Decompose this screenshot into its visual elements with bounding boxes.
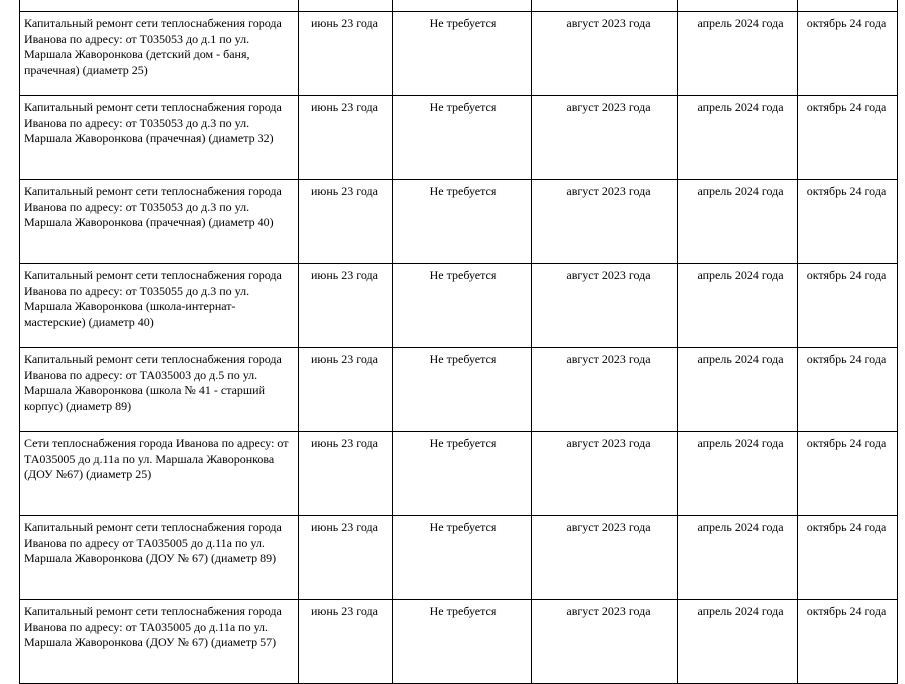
table-row <box>20 96 898 180</box>
object-description-cell: Капитальный ремонт сети теплоснабжения города Иванова по адресу: от ТА035003 до д.5 по ул. Маршала Жаворонкова (школа № 41 - старший корпус) (диаметр 89) <box>20 348 299 432</box>
object-description-cell: Капитальный ремонт сети теплоснабжения города Иванова по адресу: от Т035055 до д.3 по ул. Маршала Жаворонкова (школа-интернат-мастерские) (диаметр 40) <box>20 264 299 348</box>
start-date-cell: август 2023 года <box>532 348 678 432</box>
end-date-cell: апрель 2024 года <box>678 12 798 96</box>
commission-date-cell: октябрь 24 года <box>798 432 898 516</box>
design-date-cell: июнь 23 года <box>299 12 393 96</box>
table-cell <box>798 0 898 12</box>
end-date-cell: апрель 2024 года <box>678 96 798 180</box>
end-date-cell: апрель 2024 года <box>678 516 798 600</box>
commission-date-cell: октябрь 24 года <box>798 180 898 264</box>
expertise-cell: Не требуется <box>393 600 532 684</box>
expertise-cell: Не требуется <box>393 264 532 348</box>
table-cell <box>20 0 299 12</box>
end-date-cell: апрель 2024 года <box>678 264 798 348</box>
design-date-cell: июнь 23 года <box>299 348 393 432</box>
table-row <box>20 348 898 432</box>
expertise-cell: Не требуется <box>393 12 532 96</box>
object-description-cell: Капитальный ремонт сети теплоснабжения города Иванова по адресу: от Т035053 до д.1 по ул. Маршала Жаворонкова (детский дом - баня, прачечная) (диаметр 25) <box>20 12 299 96</box>
start-date-cell: август 2023 года <box>532 180 678 264</box>
schedule-table <box>19 0 898 684</box>
start-date-cell: август 2023 года <box>532 264 678 348</box>
object-description-cell: Капитальный ремонт сети теплоснабжения города Иванова по адресу: от Т035053 до д.3 по ул. Маршала Жаворонкова (прачечная) (диаметр 40) <box>20 180 299 264</box>
start-date-cell: август 2023 года <box>532 12 678 96</box>
commission-date-cell: октябрь 24 года <box>798 264 898 348</box>
table-row <box>20 432 898 516</box>
object-description-cell: Капитальный ремонт сети теплоснабжения города Иванова по адресу: от ТА035005 до д.11а по ул. Маршала Жаворонкова (ДОУ № 67) (диаметр 57) <box>20 600 299 684</box>
expertise-cell: Не требуется <box>393 516 532 600</box>
commission-date-cell: октябрь 24 года <box>798 516 898 600</box>
design-date-cell: июнь 23 года <box>299 432 393 516</box>
end-date-cell: апрель 2024 года <box>678 348 798 432</box>
design-date-cell: июнь 23 года <box>299 600 393 684</box>
expertise-cell: Не требуется <box>393 180 532 264</box>
table-row <box>20 12 898 96</box>
design-date-cell: июнь 23 года <box>299 516 393 600</box>
table-cell <box>393 0 532 12</box>
end-date-cell: апрель 2024 года <box>678 600 798 684</box>
start-date-cell: август 2023 года <box>532 600 678 684</box>
commission-date-cell: октябрь 24 года <box>798 348 898 432</box>
table-row <box>20 180 898 264</box>
object-description-cell: Капитальный ремонт сети теплоснабжения города Иванова по адресу: от Т035053 до д.3 по ул. Маршала Жаворонкова (прачечная) (диаметр 32) <box>20 96 299 180</box>
table-row <box>20 264 898 348</box>
commission-date-cell: октябрь 24 года <box>798 96 898 180</box>
expertise-cell: Не требуется <box>393 432 532 516</box>
design-date-cell: июнь 23 года <box>299 264 393 348</box>
design-date-cell: июнь 23 года <box>299 180 393 264</box>
start-date-cell: август 2023 года <box>532 432 678 516</box>
schedule-table-body <box>20 0 898 684</box>
expertise-cell: Не требуется <box>393 348 532 432</box>
table-cell <box>678 0 798 12</box>
design-date-cell: июнь 23 года <box>299 96 393 180</box>
commission-date-cell: октябрь 24 года <box>798 600 898 684</box>
object-description-cell: Капитальный ремонт сети теплоснабжения города Иванова по адресу от ТА035005 до д.11а по ул. Маршала Жаворонкова (ДОУ № 67) (диаметр 89) <box>20 516 299 600</box>
start-date-cell: август 2023 года <box>532 516 678 600</box>
object-description-cell: Сети теплоснабжения города Иванова по адресу: от ТА035005 до д.11а по ул. Маршала Жаворонкова (ДОУ №67) (диаметр 25) <box>20 432 299 516</box>
table-row <box>20 600 898 684</box>
table-cell <box>532 0 678 12</box>
table-row-continuation <box>20 0 898 12</box>
commission-date-cell: октябрь 24 года <box>798 12 898 96</box>
start-date-cell: август 2023 года <box>532 96 678 180</box>
expertise-cell: Не требуется <box>393 96 532 180</box>
table-row <box>20 516 898 600</box>
end-date-cell: апрель 2024 года <box>678 180 798 264</box>
table-cell <box>299 0 393 12</box>
end-date-cell: апрель 2024 года <box>678 432 798 516</box>
